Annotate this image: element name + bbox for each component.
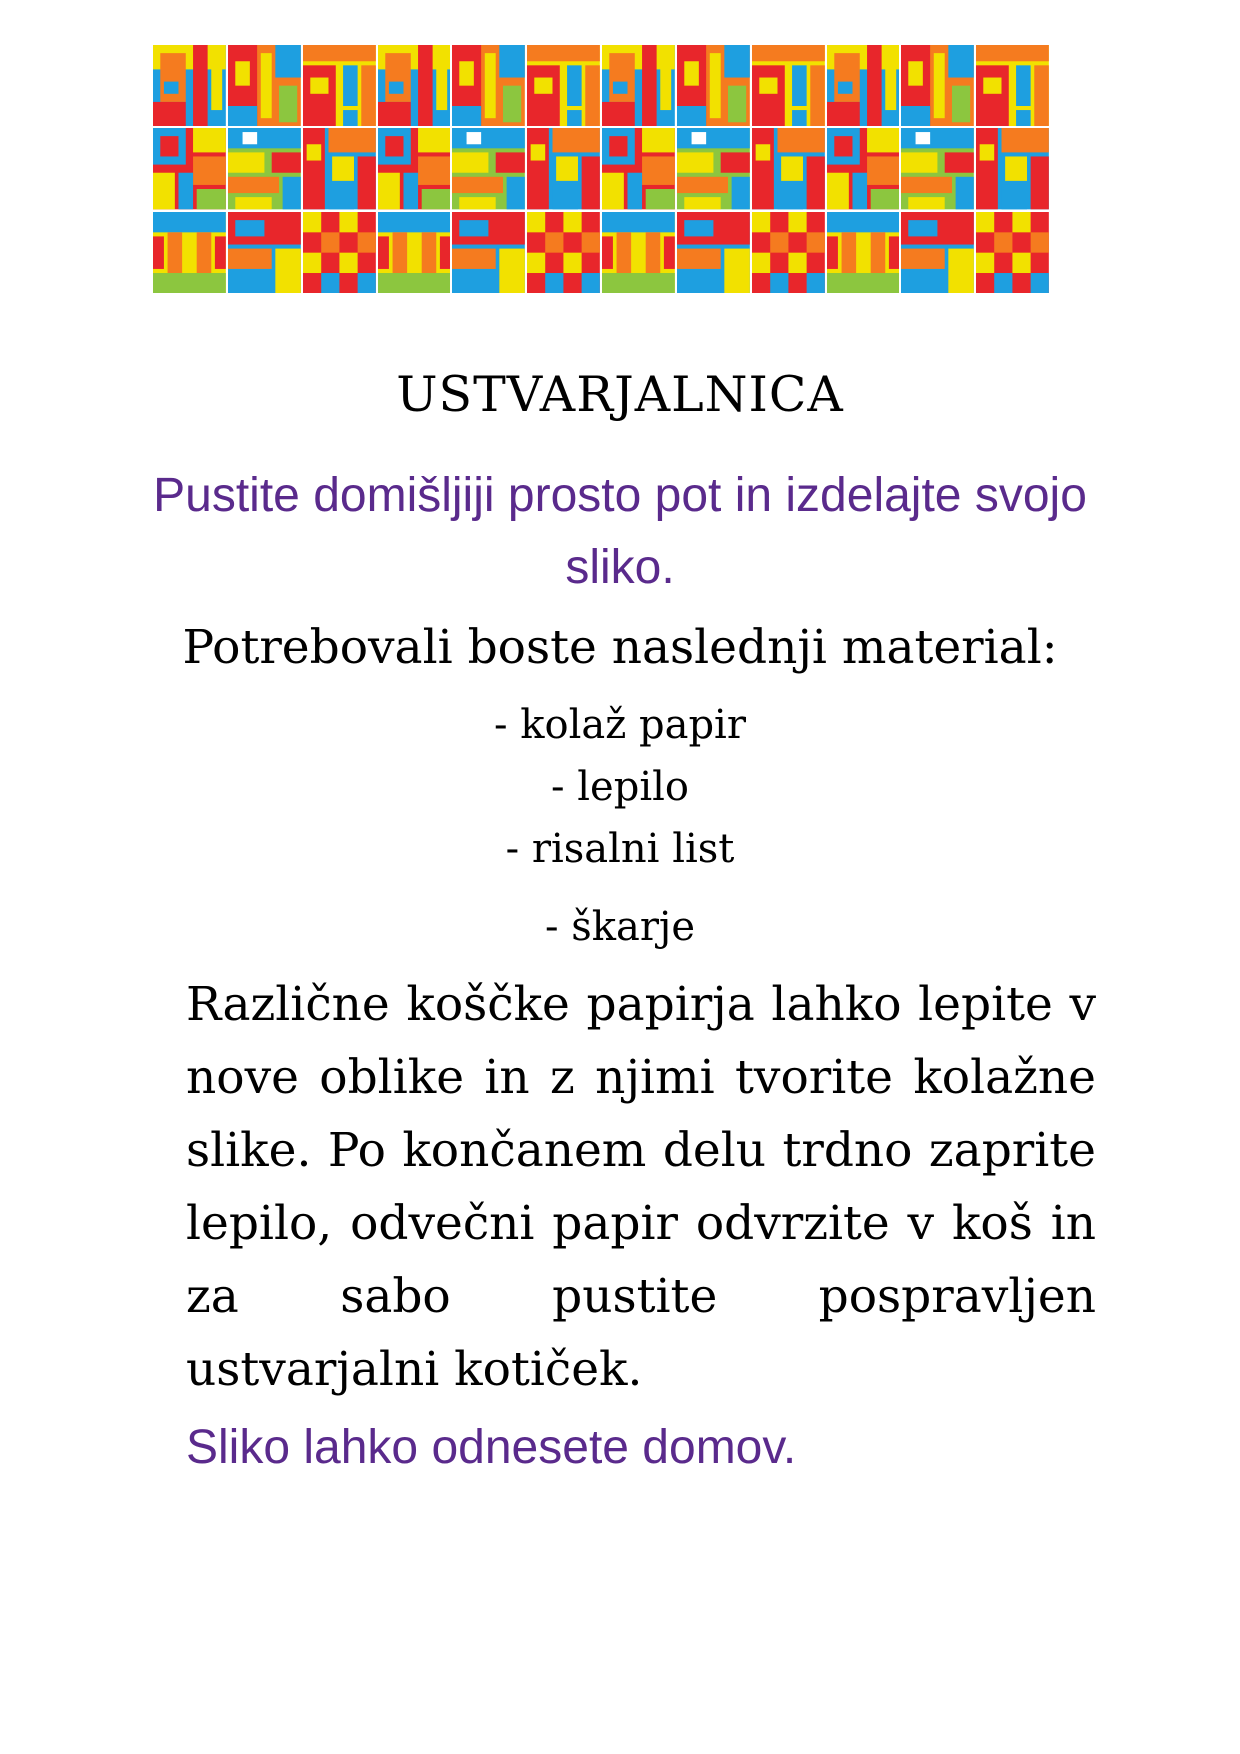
collage-tile: [677, 45, 750, 126]
collage-tile: [303, 212, 376, 293]
materials-list: [0, 694, 1240, 958]
collage-tile: [976, 45, 1049, 126]
collage-tile: [901, 212, 974, 293]
collage-tile: [452, 128, 525, 209]
collage-tile: [752, 45, 825, 126]
collage-tile: [602, 45, 675, 126]
collage-tile: [602, 212, 675, 293]
collage-tile: [153, 45, 226, 126]
collage-tile: [378, 45, 451, 126]
collage-tile: [452, 212, 525, 293]
collage-tile: [303, 45, 376, 126]
materials-heading: Potrebovali boste naslednji material:: [182, 620, 1058, 675]
list-item: - risalni list: [505, 826, 735, 872]
collage-tile: [827, 45, 900, 126]
collage-tile: [827, 128, 900, 209]
collage-tile: [153, 128, 226, 209]
instructions-paragraph: Različne koščke papirja lahko lepite v nove oblike in z njimi tvorite kolažne slike. Po končanem delu trdno zaprite lepilo, odvečni papir odvrzite v koš in za sabo pustite pospravljen ustvarjalni kotiček.: [186, 977, 1096, 1397]
collage-tile: [527, 212, 600, 293]
collage-tile: [228, 45, 301, 126]
collage-tile: [228, 128, 301, 209]
collage-tile: [677, 212, 750, 293]
collage-tile: [602, 128, 675, 209]
page-title: USTVARJALNICA: [396, 366, 844, 423]
collage-tile: [752, 128, 825, 209]
collage-tile: [752, 212, 825, 293]
collage-banner: [153, 45, 1049, 293]
collage-tile: [527, 45, 600, 126]
collage-tile: [452, 45, 525, 126]
closing-note: Sliko lahko odnesete domov.: [186, 1421, 797, 1474]
collage-tile: [527, 128, 600, 209]
collage-tile: [827, 212, 900, 293]
collage-tile: [976, 128, 1049, 209]
collage-tile: [228, 212, 301, 293]
list-item: - škarje: [544, 904, 696, 950]
list-item: - kolaž papir: [494, 702, 746, 748]
collage-tile: [153, 212, 226, 293]
collage-tile: [901, 45, 974, 126]
headline: Pustite domišljiji prosto pot in izdelajte svojo sliko.: [153, 469, 1087, 594]
collage-tile: [677, 128, 750, 209]
list-item: - lepilo: [551, 764, 689, 810]
collage-tile: [901, 128, 974, 209]
collage-tile: [976, 212, 1049, 293]
collage-tile: [378, 212, 451, 293]
collage-tile: [378, 128, 451, 209]
collage-tile: [303, 128, 376, 209]
